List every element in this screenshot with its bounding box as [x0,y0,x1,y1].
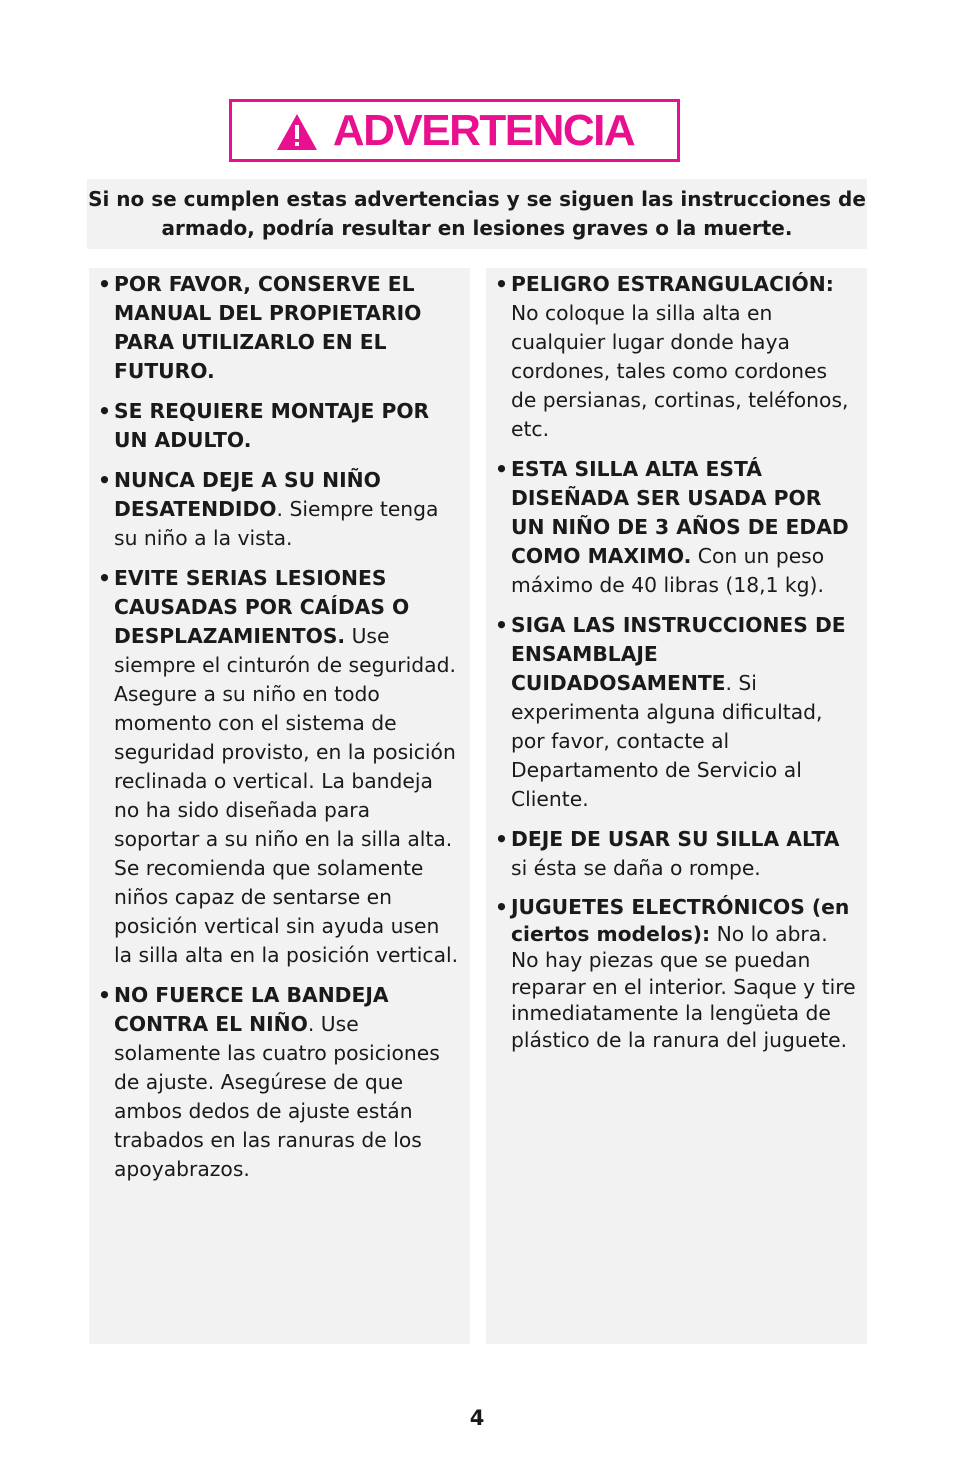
bullet: • [98,983,111,1007]
bullet: • [98,399,111,423]
warning-banner [229,99,680,162]
warning-title: ADVERTENCIA [332,105,635,155]
warning-item-heading: POR FAVOR, CONSERVE EL MANUAL DEL PROPIETARIO PARA UTILIZARLO EN EL FUTURO. [114,272,422,383]
warning-item-heading: SIGA LAS INSTRUCCIONES DE ENSAMBLAJE CUIDADOSAMENTE [511,613,846,695]
warning-item-text: . Use solamente las cuatro posiciones de ajuste. Asegúrese de que ambos dedos de ajuste están trabados en las ranuras de los apoyabrazos. [114,1012,440,1181]
warning-item [486,825,857,883]
warning-item [486,270,857,444]
warning-item-text: No coloque la silla alta en cualquier lugar donde haya cordones, tales como cordones de persianas, cortinas, teléfonos, etc. [511,301,849,441]
bullet: • [495,272,508,296]
intro-box [87,179,867,249]
warning-item [89,564,460,970]
warning-item-text: . Si experimenta alguna dificultad, por favor, contacte al Departamento de Servicio al Cliente. [511,671,823,811]
left-column [89,268,470,1344]
warning-item-heading: EVITE SERIAS LESIONES CAUSADAS POR CAÍDAS O DESPLAZAMIENTOS. [114,566,410,648]
bullet: • [495,827,508,851]
warning-item-heading: NO FUERCE LA BANDEJA CONTRA EL NIÑO [114,983,389,1036]
intro-text: Si no se cumplen estas advertencias y se siguen las instrucciones de armado, podría resultar en lesiones graves o la muerte. [88,187,866,240]
warning-item-text: No lo abra. No hay piezas que se puedan reparar en el interior. Saque y tire inmediatamente la lengüeta de plástico de la ranura del juguete. [511,921,856,1052]
warning-item [89,397,460,455]
warning-item-text: . Siempre tenga su niño a la vista. [114,497,439,550]
bullet: • [495,895,508,919]
warning-item-heading: DEJE DE USAR SU SILLA ALTA [511,827,840,851]
warning-item-text: Use siempre el cinturón de seguridad. Asegure a su niño en todo momento con el sistema de seguridad provisto, en la posición reclinada o vertical. La bandeja no ha sido diseñada para soportar a su niño en la silla alta. Se recomienda que solamente niños capaz de sentarse en posición vertical sin ayuda usen la silla alta en la posición vertical. [114,624,459,967]
warning-triangle-icon [275,112,319,152]
warning-item [89,981,460,1184]
bullet: • [98,272,111,296]
bullet: • [495,613,508,637]
warning-item-text: Con un peso máximo de 40 libras (18,1 kg). [511,544,825,597]
right-column [486,268,867,1344]
warning-item-heading: NUNCA DEJE A SU NIÑO DESATENDIDO [114,468,381,521]
warning-item-text: si ésta se daña o rompe. [511,856,761,880]
bullet: • [98,468,111,492]
warning-item-heading: ESTA SILLA ALTA ESTÁ DISEÑADA SER USADA POR UN NIÑO DE 3 AÑOS DE EDAD COMO MAXIMO. [511,457,849,568]
warning-item [486,894,857,1053]
bullet: • [98,566,111,590]
warning-item [89,270,460,386]
page-number: 4 [469,1406,485,1430]
warning-item [89,466,460,553]
warning-item [486,611,857,814]
bullet: • [495,457,508,481]
warning-item-heading: PELIGRO ESTRANGULACIÓN: [511,272,834,296]
warning-item-heading: JUGUETES ELECTRÓNICOS (en ciertos modelos): [511,895,850,946]
warning-item [486,455,857,600]
warning-item-heading: SE REQUIERE MONTAJE POR UN ADULTO. [114,399,430,452]
